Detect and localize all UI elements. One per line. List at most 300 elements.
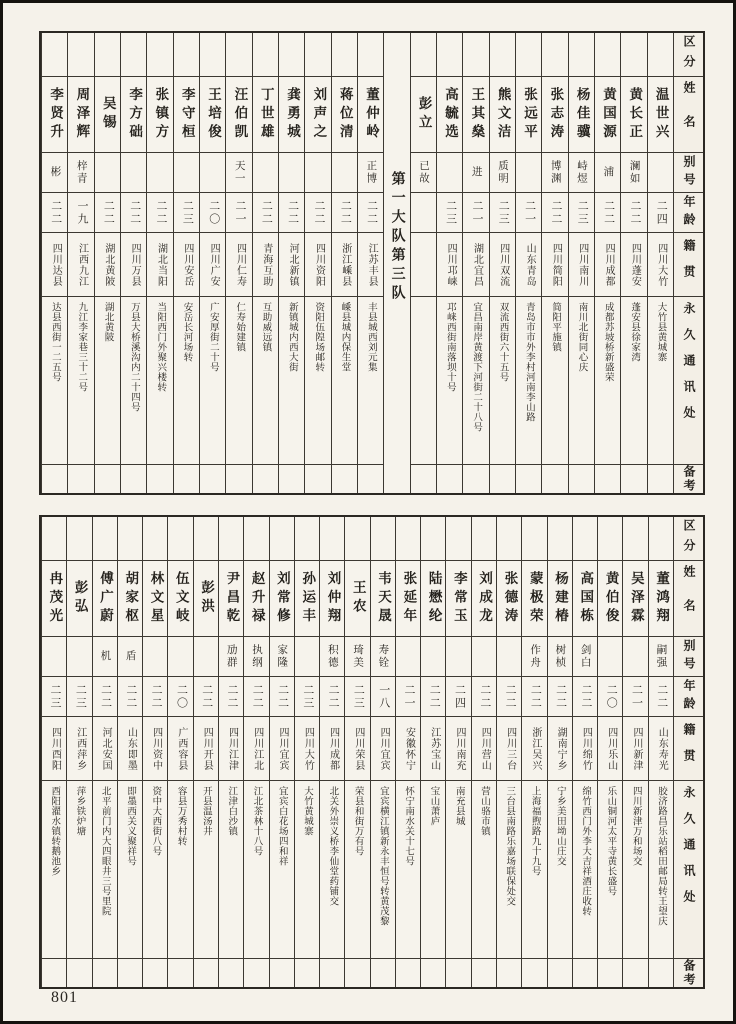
person-native-place: 四川宜宾 bbox=[378, 726, 390, 771]
native-place-cell bbox=[226, 233, 251, 297]
age-cell bbox=[143, 677, 167, 717]
person-column bbox=[142, 517, 167, 987]
person-column bbox=[410, 33, 436, 493]
category-cell bbox=[118, 517, 142, 561]
person-name: 黄伯俊 bbox=[603, 570, 619, 627]
name-cell bbox=[621, 77, 646, 153]
person-native-place: 四川成都 bbox=[603, 242, 615, 287]
person-name: 张志涛 bbox=[548, 86, 564, 143]
person-column bbox=[67, 33, 93, 493]
person-address: 新镇城内西大街 bbox=[286, 302, 297, 372]
alias-cell bbox=[219, 637, 243, 677]
person-column bbox=[420, 517, 445, 987]
category-cell bbox=[411, 33, 436, 77]
native-place-cell bbox=[93, 717, 117, 781]
person-name: 冉茂光 bbox=[47, 570, 63, 627]
person-column bbox=[541, 33, 567, 493]
category-cell bbox=[542, 33, 567, 77]
native-place-cell bbox=[121, 233, 146, 297]
person-age: 二二 bbox=[124, 683, 137, 710]
person-address: 达县西街一二五号 bbox=[49, 302, 60, 382]
category-cell bbox=[463, 33, 488, 77]
person-column bbox=[344, 517, 369, 987]
remarks-cell bbox=[226, 465, 251, 493]
person-address: 广安厚街二十号 bbox=[207, 302, 218, 372]
header-address-cell bbox=[674, 297, 703, 465]
person-address: 南川北街同心庆 bbox=[576, 302, 587, 372]
category-cell bbox=[200, 33, 225, 77]
person-name: 刘成龙 bbox=[477, 570, 493, 627]
age-cell bbox=[194, 677, 218, 717]
person-alias: 劢群 bbox=[225, 644, 237, 669]
remarks-cell bbox=[569, 465, 594, 493]
remarks-cell bbox=[621, 465, 646, 493]
person-address: 北关外崇义桥李仙堂药铺交 bbox=[327, 786, 338, 906]
person-name: 董鸿翔 bbox=[654, 570, 670, 627]
category-cell bbox=[621, 33, 646, 77]
person-address: 南充县城 bbox=[453, 786, 464, 826]
category-cell bbox=[598, 517, 622, 561]
remarks-cell bbox=[279, 465, 304, 493]
person-age: 二二 bbox=[155, 199, 168, 226]
person-column bbox=[120, 33, 146, 493]
age-cell bbox=[118, 677, 142, 717]
native-place-cell bbox=[595, 233, 620, 297]
person-address: 上海福煦路九十九号 bbox=[529, 786, 540, 876]
category-cell bbox=[147, 33, 172, 77]
person-name: 蒙极荣 bbox=[527, 570, 543, 627]
address-cell bbox=[648, 297, 673, 465]
person-address: 大竹县黄城寨 bbox=[655, 302, 666, 362]
address-cell bbox=[522, 781, 546, 959]
remarks-cell bbox=[595, 465, 620, 493]
person-name: 李贤升 bbox=[48, 86, 64, 143]
person-native-place: 安徽怀宁 bbox=[403, 726, 415, 771]
native-place-cell bbox=[548, 717, 572, 781]
person-alias: 执纲 bbox=[251, 644, 263, 669]
person-age: 二一 bbox=[470, 199, 483, 226]
age-cell bbox=[253, 193, 278, 233]
person-name: 彭立 bbox=[416, 96, 432, 133]
remarks-cell bbox=[320, 959, 344, 987]
name-cell bbox=[446, 561, 470, 637]
person-native-place: 广西容县 bbox=[175, 726, 187, 771]
person-address: 宜宾白花场四和祥 bbox=[276, 786, 287, 866]
alias-cell bbox=[623, 637, 647, 677]
category-cell bbox=[497, 517, 521, 561]
person-age: 二三 bbox=[576, 199, 589, 226]
person-address: 湖北黄陂 bbox=[102, 302, 113, 342]
native-place-cell bbox=[68, 233, 93, 297]
alias-cell bbox=[244, 637, 268, 677]
name-cell bbox=[542, 77, 567, 153]
category-cell bbox=[67, 517, 91, 561]
person-age: 二二 bbox=[655, 683, 668, 710]
person-column bbox=[496, 517, 521, 987]
native-place-cell bbox=[569, 233, 594, 297]
header-address: 永久通讯处 bbox=[681, 786, 696, 916]
name-cell bbox=[253, 77, 278, 153]
person-name: 黄长正 bbox=[627, 86, 643, 143]
alias-cell bbox=[332, 153, 357, 193]
person-name: 刘仲翔 bbox=[325, 570, 341, 627]
remarks-cell bbox=[548, 959, 572, 987]
person-address: 青岛市市外李村河南李山路 bbox=[523, 302, 534, 422]
category-cell bbox=[68, 33, 93, 77]
person-column bbox=[445, 517, 470, 987]
person-native-place: 四川绵竹 bbox=[580, 726, 592, 771]
age-cell bbox=[463, 193, 488, 233]
category-cell bbox=[421, 517, 445, 561]
native-place-cell bbox=[371, 717, 395, 781]
person-native-place: 四川乐山 bbox=[605, 726, 617, 771]
name-cell bbox=[226, 77, 251, 153]
age-cell bbox=[200, 193, 225, 233]
remarks-cell bbox=[95, 465, 120, 493]
native-place-cell bbox=[174, 233, 199, 297]
category-cell bbox=[305, 33, 330, 77]
category-cell bbox=[143, 517, 167, 561]
person-alias: 盾 bbox=[124, 650, 136, 663]
category-cell bbox=[226, 33, 251, 77]
address-cell bbox=[121, 297, 146, 465]
header-category: 区分 bbox=[681, 34, 696, 75]
age-cell bbox=[598, 677, 622, 717]
name-cell bbox=[279, 77, 304, 153]
person-name: 张延年 bbox=[401, 570, 417, 627]
person-address: 即墨西关义聚祥号 bbox=[125, 786, 136, 866]
person-alias: 质明 bbox=[497, 160, 509, 185]
person-address: 大竹黄城寨 bbox=[302, 786, 313, 836]
age-cell bbox=[67, 677, 91, 717]
name-cell bbox=[598, 561, 622, 637]
person-column bbox=[92, 517, 117, 987]
age-cell bbox=[648, 193, 673, 233]
person-address: 胶济路昌乐站稻田邮局转王望庆 bbox=[655, 786, 666, 926]
person-native-place: 四川资阳 bbox=[313, 242, 325, 287]
person-native-place: 四川新津 bbox=[630, 726, 642, 771]
section-divider-label: 第一大队第三队 bbox=[389, 171, 405, 304]
person-address: 四川新津万和场交 bbox=[630, 786, 641, 866]
person-alias: 树桢 bbox=[554, 644, 566, 669]
person-native-place: 四川达县 bbox=[50, 242, 62, 287]
alias-cell bbox=[621, 153, 646, 193]
age-cell bbox=[573, 677, 597, 717]
age-cell bbox=[244, 677, 268, 717]
person-column bbox=[278, 33, 304, 493]
header-native-place: 籍贯 bbox=[681, 722, 696, 775]
person-column bbox=[597, 517, 622, 987]
person-age: 二〇 bbox=[605, 683, 618, 710]
age-cell bbox=[226, 193, 251, 233]
address-cell bbox=[621, 297, 646, 465]
name-cell bbox=[648, 77, 673, 153]
person-column bbox=[173, 33, 199, 493]
alias-cell bbox=[649, 637, 673, 677]
person-age: 二一 bbox=[234, 199, 247, 226]
remarks-cell bbox=[623, 959, 647, 987]
person-column bbox=[622, 517, 647, 987]
name-cell bbox=[270, 561, 294, 637]
person-column bbox=[594, 33, 620, 493]
person-native-place: 浙江吴兴 bbox=[529, 726, 541, 771]
person-address: 江津白沙镇 bbox=[226, 786, 237, 836]
person-name: 伍文岐 bbox=[173, 570, 189, 627]
person-alias: 博渊 bbox=[549, 160, 561, 185]
category-cell bbox=[371, 517, 395, 561]
person-address: 资中大西街八号 bbox=[150, 786, 161, 856]
address-cell bbox=[623, 781, 647, 959]
person-address: 嵊县城内保生堂 bbox=[339, 302, 350, 372]
category-cell bbox=[168, 517, 192, 561]
category-cell bbox=[569, 33, 594, 77]
person-column bbox=[648, 517, 673, 987]
person-name: 杨建椿 bbox=[553, 570, 569, 627]
remarks-cell bbox=[42, 959, 66, 987]
header-address: 永久通讯处 bbox=[681, 302, 696, 432]
native-place-cell bbox=[522, 717, 546, 781]
person-native-place: 河北新镇 bbox=[287, 242, 299, 287]
person-native-place: 四川江北 bbox=[251, 726, 263, 771]
person-age: 二三 bbox=[444, 199, 457, 226]
remarks-cell bbox=[118, 959, 142, 987]
native-place-cell bbox=[516, 233, 541, 297]
header-category-cell bbox=[674, 33, 703, 77]
header-alias: 别号 bbox=[681, 638, 696, 675]
person-native-place: 四川大竹 bbox=[655, 242, 667, 287]
person-age: 二二 bbox=[49, 199, 62, 226]
address-cell bbox=[174, 297, 199, 465]
header-name: 姓名 bbox=[681, 564, 696, 633]
person-name: 熊文洁 bbox=[495, 86, 511, 143]
header-native-cell bbox=[674, 233, 703, 297]
address-cell bbox=[332, 297, 357, 465]
age-cell bbox=[516, 193, 541, 233]
person-name: 高国栋 bbox=[578, 570, 594, 627]
remarks-cell bbox=[200, 465, 225, 493]
category-cell bbox=[42, 33, 67, 77]
name-cell bbox=[437, 77, 462, 153]
name-cell bbox=[67, 561, 91, 637]
person-column bbox=[331, 33, 357, 493]
person-address: 三台县南路乐嘉场联保处交 bbox=[504, 786, 515, 906]
name-cell bbox=[121, 77, 146, 153]
person-native-place: 四川大竹 bbox=[302, 726, 314, 771]
person-column bbox=[41, 33, 67, 493]
person-name: 韦天晟 bbox=[376, 570, 392, 627]
name-cell bbox=[490, 77, 515, 153]
alias-cell bbox=[42, 153, 67, 193]
person-column bbox=[66, 517, 91, 987]
person-alias: 正博 bbox=[365, 160, 377, 185]
category-cell bbox=[623, 517, 647, 561]
age-cell bbox=[332, 193, 357, 233]
remarks-cell bbox=[270, 959, 294, 987]
address-cell bbox=[320, 781, 344, 959]
address-cell bbox=[143, 781, 167, 959]
alias-cell bbox=[67, 637, 91, 677]
remarks-cell bbox=[472, 959, 496, 987]
address-cell bbox=[168, 781, 192, 959]
person-name: 刘声之 bbox=[311, 86, 327, 143]
name-cell bbox=[623, 561, 647, 637]
age-cell bbox=[437, 193, 462, 233]
age-cell bbox=[595, 193, 620, 233]
alias-cell bbox=[279, 153, 304, 193]
person-native-place: 湖北宜昌 bbox=[471, 242, 483, 287]
native-place-cell bbox=[67, 717, 91, 781]
person-name: 张远平 bbox=[521, 86, 537, 143]
category-cell bbox=[548, 517, 572, 561]
person-age: 一九 bbox=[76, 199, 89, 226]
person-name: 孙运丰 bbox=[300, 570, 316, 627]
name-cell bbox=[93, 561, 117, 637]
address-cell bbox=[345, 781, 369, 959]
person-age: 二四 bbox=[655, 199, 668, 226]
name-cell bbox=[497, 561, 521, 637]
remarks-cell bbox=[42, 465, 67, 493]
page-number: 801 bbox=[51, 989, 78, 1006]
native-place-cell bbox=[279, 233, 304, 297]
header-alias-cell bbox=[674, 637, 703, 677]
person-alias: 嗣强 bbox=[655, 644, 667, 669]
person-address: 九江李家巷三十二号 bbox=[76, 302, 87, 392]
person-name: 李守桓 bbox=[179, 86, 195, 143]
person-address: 丰县城西刘元集 bbox=[365, 302, 376, 372]
remarks-cell bbox=[219, 959, 243, 987]
address-cell bbox=[497, 781, 521, 959]
person-native-place: 湖北黄陂 bbox=[102, 242, 114, 287]
person-address: 宜昌南岸黄渡下河街二十八号 bbox=[471, 302, 482, 432]
person-native-place: 江西萍乡 bbox=[74, 726, 86, 771]
person-age: 二二 bbox=[428, 683, 441, 710]
header-age-cell bbox=[674, 677, 703, 717]
age-cell bbox=[621, 193, 646, 233]
address-cell bbox=[649, 781, 673, 959]
category-cell bbox=[174, 33, 199, 77]
person-native-place: 四川安岳 bbox=[181, 242, 193, 287]
person-age: 二〇 bbox=[207, 199, 220, 226]
person-age: 二二 bbox=[128, 199, 141, 226]
age-cell bbox=[42, 677, 66, 717]
remarks-cell bbox=[295, 959, 319, 987]
age-cell bbox=[320, 677, 344, 717]
remarks-cell bbox=[67, 959, 91, 987]
person-address: 绵竹西门外李大吉祥酒庄收转 bbox=[580, 786, 591, 916]
person-age: 二三 bbox=[497, 199, 510, 226]
person-address: 乐山铜河太平寺黄长盛号 bbox=[605, 786, 616, 896]
address-cell bbox=[595, 297, 620, 465]
address-cell bbox=[573, 781, 597, 959]
alias-cell bbox=[595, 153, 620, 193]
header-remarks: 备考 bbox=[681, 465, 696, 493]
roster-table-bottom bbox=[39, 515, 705, 989]
native-place-cell bbox=[332, 233, 357, 297]
person-native-place: 山东即墨 bbox=[125, 726, 137, 771]
person-age: 二三 bbox=[181, 199, 194, 226]
remarks-cell bbox=[143, 959, 167, 987]
person-native-place: 江苏宝山 bbox=[428, 726, 440, 771]
address-cell bbox=[118, 781, 142, 959]
age-cell bbox=[542, 193, 567, 233]
person-name: 温世兴 bbox=[653, 86, 669, 143]
native-place-cell bbox=[95, 233, 120, 297]
header-category-cell bbox=[674, 517, 703, 561]
native-place-cell bbox=[219, 717, 243, 781]
remarks-cell bbox=[497, 959, 521, 987]
alias-cell bbox=[194, 637, 218, 677]
person-column bbox=[218, 517, 243, 987]
person-column bbox=[319, 517, 344, 987]
remarks-cell bbox=[194, 959, 218, 987]
person-alias: 澜如 bbox=[628, 160, 640, 185]
age-cell bbox=[168, 677, 192, 717]
person-native-place: 四川营山 bbox=[479, 726, 491, 771]
person-native-place: 四川蓬安 bbox=[629, 242, 641, 287]
person-native-place: 四川荣县 bbox=[352, 726, 364, 771]
person-column bbox=[471, 517, 496, 987]
person-column bbox=[395, 517, 420, 987]
person-age: 二二 bbox=[339, 199, 352, 226]
category-cell bbox=[295, 517, 319, 561]
name-cell bbox=[463, 77, 488, 153]
native-place-cell bbox=[345, 717, 369, 781]
person-address: 互助威远镇 bbox=[260, 302, 271, 352]
native-place-cell bbox=[200, 233, 225, 297]
person-address: 北平前门内大四眼井三号里院 bbox=[99, 786, 110, 916]
person-age: 二二 bbox=[549, 199, 562, 226]
person-column bbox=[269, 517, 294, 987]
age-cell bbox=[569, 193, 594, 233]
remarks-cell bbox=[174, 465, 199, 493]
person-address: 成都苏坡桥新盛荣 bbox=[602, 302, 613, 382]
age-cell bbox=[174, 193, 199, 233]
name-cell bbox=[573, 561, 597, 637]
alias-cell bbox=[463, 153, 488, 193]
address-cell bbox=[598, 781, 622, 959]
alias-cell bbox=[497, 637, 521, 677]
category-cell bbox=[446, 517, 470, 561]
person-name: 高毓选 bbox=[443, 86, 458, 143]
header-name: 姓名 bbox=[681, 80, 696, 149]
name-cell bbox=[147, 77, 172, 153]
alias-cell bbox=[93, 637, 117, 677]
address-cell bbox=[147, 297, 172, 465]
alias-cell bbox=[305, 153, 330, 193]
alias-cell bbox=[200, 153, 225, 193]
header-category: 区分 bbox=[681, 518, 696, 559]
category-cell bbox=[437, 33, 462, 77]
person-native-place: 四川南充 bbox=[454, 726, 465, 771]
address-cell bbox=[396, 781, 420, 959]
person-name: 李方础 bbox=[127, 86, 143, 143]
person-column bbox=[521, 517, 546, 987]
alias-cell bbox=[118, 637, 142, 677]
native-place-cell bbox=[472, 717, 496, 781]
person-alias: 积德 bbox=[326, 644, 338, 669]
header-alias: 别号 bbox=[681, 154, 696, 191]
person-address: 仁寿始建镇 bbox=[234, 302, 245, 352]
alias-cell bbox=[490, 153, 515, 193]
native-place-cell bbox=[623, 717, 647, 781]
category-cell bbox=[244, 517, 268, 561]
category-cell bbox=[253, 33, 278, 77]
name-cell bbox=[68, 77, 93, 153]
alias-cell bbox=[569, 153, 594, 193]
person-column bbox=[41, 517, 66, 987]
address-cell bbox=[244, 781, 268, 959]
alias-cell bbox=[226, 153, 251, 193]
